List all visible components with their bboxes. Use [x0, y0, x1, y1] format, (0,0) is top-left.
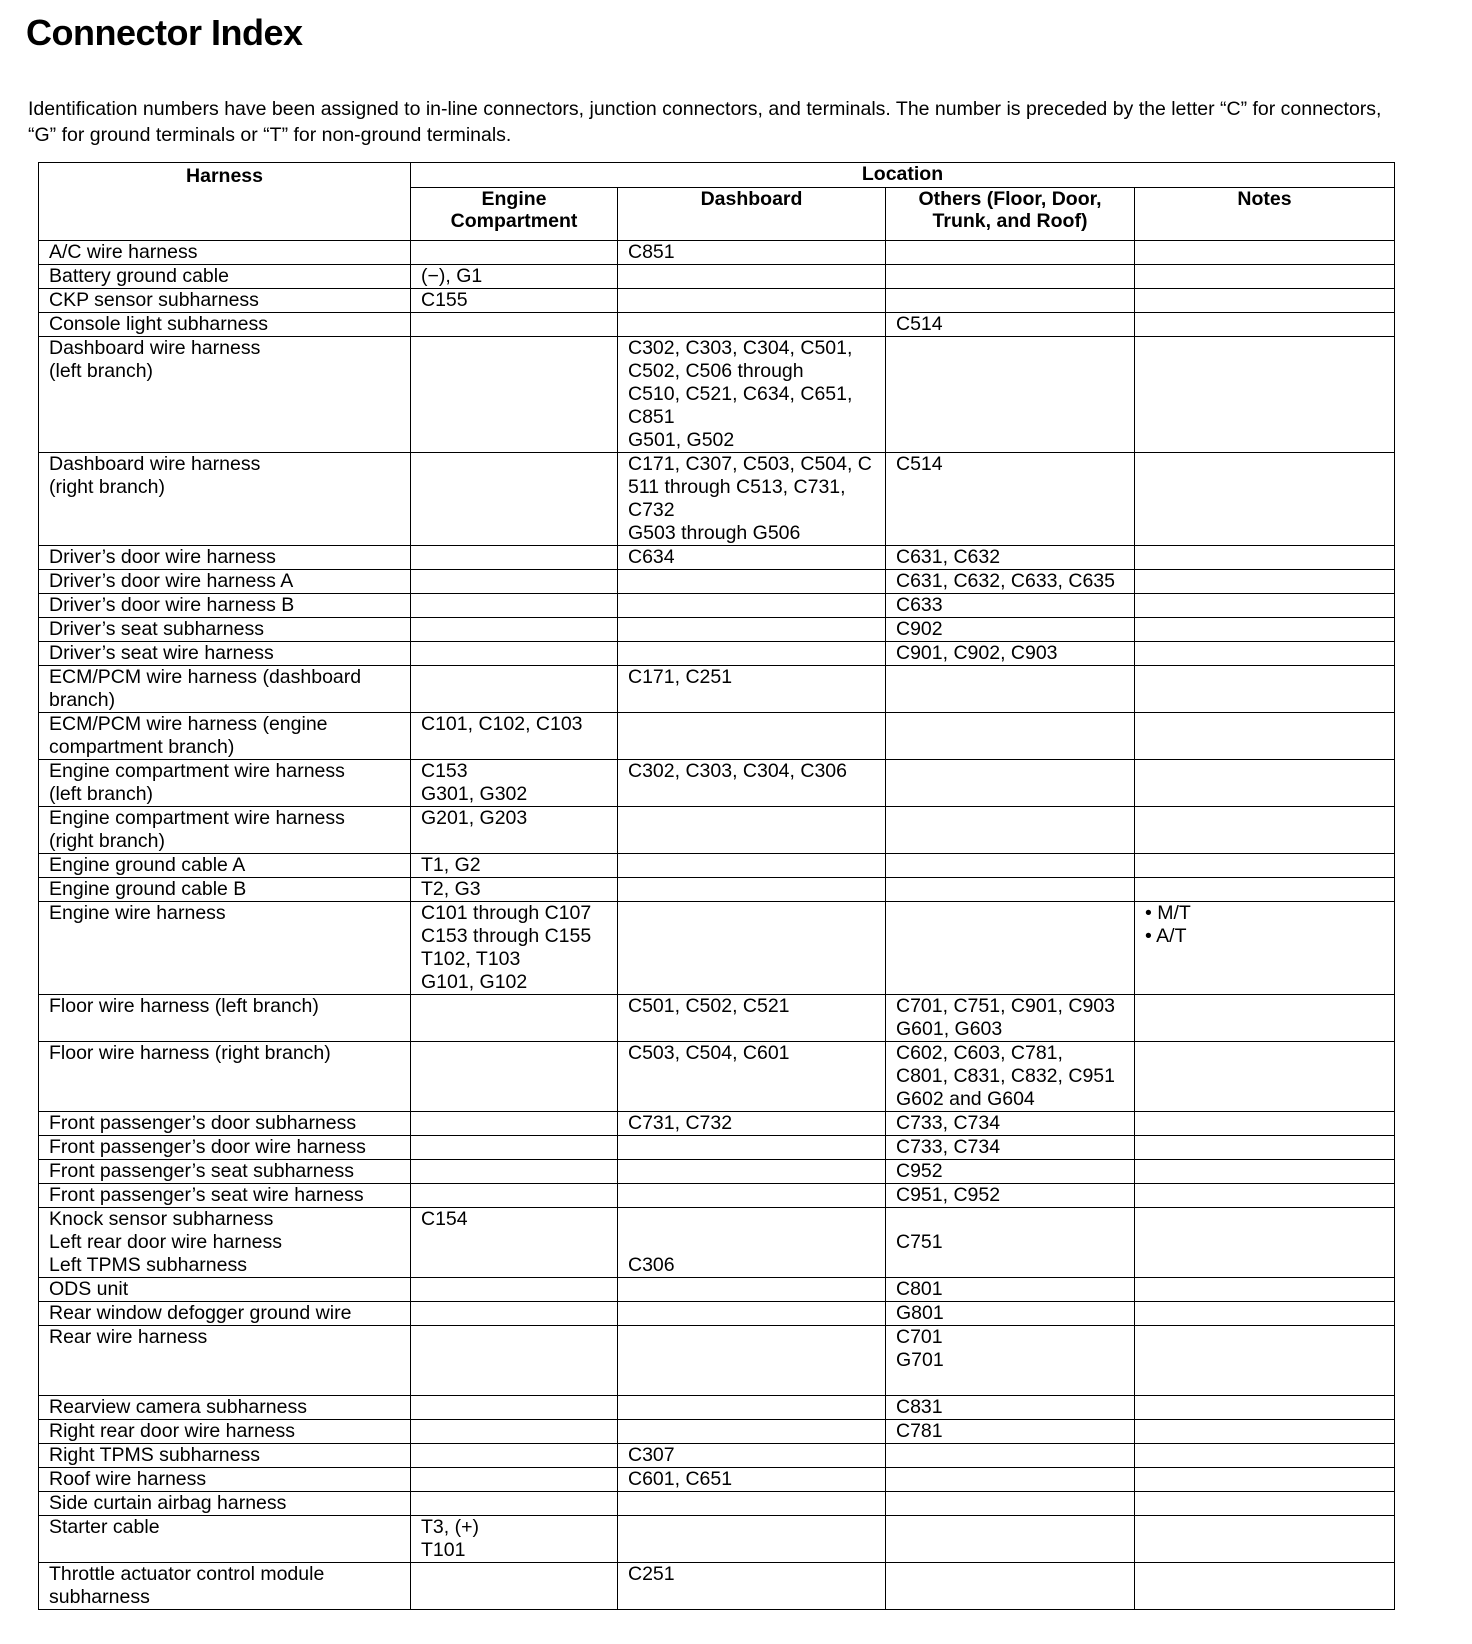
cell-harness: A/C wire harness — [39, 241, 411, 265]
cell-harness: Rear window defogger ground wire — [39, 1302, 411, 1326]
cell-harness: Engine ground cable A — [39, 854, 411, 878]
table-row — [39, 570, 1395, 594]
cell-others: C751 — [886, 1208, 1135, 1278]
cell-dashboard — [618, 1516, 886, 1563]
cell-dashboard: C503, C504, C601 — [618, 1042, 886, 1112]
cell-engine: C153 G301, G302 — [411, 760, 618, 807]
cell-engine — [411, 995, 618, 1042]
cell-harness: Right rear door wire harness — [39, 1420, 411, 1444]
cell-engine — [411, 1396, 618, 1420]
cell-others: C602, C603, C781, C801, C831, C832, C951 G602 and G604 — [886, 1042, 1135, 1112]
header-others: Others (Floor, Door, Trunk, and Roof) — [886, 188, 1135, 241]
table-body — [39, 241, 1395, 1610]
cell-others — [886, 1444, 1135, 1468]
table-row — [39, 1160, 1395, 1184]
cell-notes — [1135, 1208, 1395, 1278]
cell-notes — [1135, 594, 1395, 618]
cell-engine — [411, 594, 618, 618]
cell-others: C514 — [886, 453, 1135, 546]
cell-dashboard — [618, 1160, 886, 1184]
cell-dashboard — [618, 902, 886, 995]
cell-others: C801 — [886, 1278, 1135, 1302]
cell-harness: Rearview camera subharness — [39, 1396, 411, 1420]
cell-engine: C101, C102, C103 — [411, 713, 618, 760]
table-row — [39, 1184, 1395, 1208]
table-row — [39, 1042, 1395, 1112]
cell-engine: T3, (+) T101 — [411, 1516, 618, 1563]
cell-others — [886, 760, 1135, 807]
cell-others — [886, 289, 1135, 313]
cell-harness: ECM/PCM wire harness (engine compartment branch) — [39, 713, 411, 760]
cell-dashboard — [618, 1396, 886, 1420]
cell-dashboard — [618, 313, 886, 337]
cell-notes — [1135, 642, 1395, 666]
cell-dashboard: C171, C307, C503, C504, C 511 through C513, C731, C732 G503 through G506 — [618, 453, 886, 546]
cell-notes — [1135, 1302, 1395, 1326]
table-row — [39, 760, 1395, 807]
cell-harness: Driver’s door wire harness — [39, 546, 411, 570]
cell-engine — [411, 1042, 618, 1112]
cell-others: C633 — [886, 594, 1135, 618]
cell-notes — [1135, 337, 1395, 453]
cell-notes — [1135, 546, 1395, 570]
table-row — [39, 666, 1395, 713]
table-row — [39, 854, 1395, 878]
cell-harness: Right TPMS subharness — [39, 1444, 411, 1468]
cell-dashboard — [618, 854, 886, 878]
table-row — [39, 878, 1395, 902]
table-row — [39, 1136, 1395, 1160]
cell-notes — [1135, 1396, 1395, 1420]
cell-notes — [1135, 1042, 1395, 1112]
connector-index-table — [38, 162, 1395, 1610]
cell-notes — [1135, 313, 1395, 337]
cell-harness: Driver’s seat subharness — [39, 618, 411, 642]
table-row — [39, 1396, 1395, 1420]
cell-others: G801 — [886, 1302, 1135, 1326]
cell-engine: C154 — [411, 1208, 618, 1278]
cell-engine — [411, 1326, 618, 1396]
cell-others: C901, C902, C903 — [886, 642, 1135, 666]
page-title: Connector Index — [26, 12, 303, 53]
cell-notes — [1135, 878, 1395, 902]
cell-dashboard — [618, 642, 886, 666]
cell-harness: Front passenger’s seat subharness — [39, 1160, 411, 1184]
cell-dashboard — [618, 807, 886, 854]
cell-dashboard — [618, 1184, 886, 1208]
header-harness: Harness — [39, 163, 411, 241]
header-dashboard: Dashboard — [618, 188, 886, 241]
table-row — [39, 241, 1395, 265]
cell-engine: G201, G203 — [411, 807, 618, 854]
cell-dashboard — [618, 570, 886, 594]
table-row — [39, 1302, 1395, 1326]
cell-notes — [1135, 713, 1395, 760]
cell-others — [886, 1563, 1135, 1610]
cell-harness: Rear wire harness — [39, 1326, 411, 1396]
cell-harness: Floor wire harness (right branch) — [39, 1042, 411, 1112]
cell-notes — [1135, 570, 1395, 594]
cell-engine — [411, 1302, 618, 1326]
table-row — [39, 1112, 1395, 1136]
cell-others — [886, 265, 1135, 289]
cell-others: C831 — [886, 1396, 1135, 1420]
table-row — [39, 289, 1395, 313]
cell-others — [886, 666, 1135, 713]
cell-engine: C101 through C107 C153 through C155 T102, T103 G101, G102 — [411, 902, 618, 995]
cell-dashboard: C302, C303, C304, C306 — [618, 760, 886, 807]
cell-dashboard — [618, 1492, 886, 1516]
cell-dashboard: C306 — [618, 1208, 886, 1278]
cell-notes — [1135, 1160, 1395, 1184]
cell-harness: Engine wire harness — [39, 902, 411, 995]
cell-notes — [1135, 995, 1395, 1042]
cell-notes — [1135, 618, 1395, 642]
cell-engine — [411, 1160, 618, 1184]
cell-others — [886, 807, 1135, 854]
cell-dashboard — [618, 1278, 886, 1302]
cell-others: C951, C952 — [886, 1184, 1135, 1208]
cell-harness: ODS unit — [39, 1278, 411, 1302]
table-row — [39, 1420, 1395, 1444]
cell-engine — [411, 618, 618, 642]
cell-others — [886, 902, 1135, 995]
header-notes: Notes — [1135, 188, 1395, 241]
table-row — [39, 618, 1395, 642]
cell-harness: Battery ground cable — [39, 265, 411, 289]
table-row — [39, 265, 1395, 289]
cell-harness: Engine ground cable B — [39, 878, 411, 902]
cell-dashboard — [618, 594, 886, 618]
table-row — [39, 807, 1395, 854]
table-row — [39, 1563, 1395, 1610]
cell-engine — [411, 1492, 618, 1516]
cell-engine — [411, 453, 618, 546]
table-row — [39, 337, 1395, 453]
cell-dashboard: C731, C732 — [618, 1112, 886, 1136]
cell-others: C902 — [886, 618, 1135, 642]
cell-engine — [411, 1420, 618, 1444]
cell-notes — [1135, 1136, 1395, 1160]
cell-harness: Front passenger’s seat wire harness — [39, 1184, 411, 1208]
cell-notes — [1135, 1516, 1395, 1563]
cell-notes — [1135, 265, 1395, 289]
cell-others — [886, 854, 1135, 878]
cell-engine: C155 — [411, 289, 618, 313]
cell-dashboard — [618, 618, 886, 642]
cell-notes — [1135, 1326, 1395, 1396]
table-row — [39, 1326, 1395, 1396]
cell-others: C781 — [886, 1420, 1135, 1444]
cell-others: C514 — [886, 313, 1135, 337]
table-row — [39, 1468, 1395, 1492]
cell-others: C733, C734 — [886, 1112, 1135, 1136]
cell-dashboard — [618, 1420, 886, 1444]
cell-harness: Driver’s seat wire harness — [39, 642, 411, 666]
cell-harness: Starter cable — [39, 1516, 411, 1563]
cell-dashboard: C851 — [618, 241, 886, 265]
cell-others — [886, 713, 1135, 760]
table-row — [39, 1208, 1395, 1278]
cell-others: C701 G701 — [886, 1326, 1135, 1396]
cell-others — [886, 241, 1135, 265]
cell-engine: T2, G3 — [411, 878, 618, 902]
cell-notes — [1135, 1563, 1395, 1610]
table-row — [39, 902, 1395, 995]
table-row — [39, 642, 1395, 666]
cell-engine — [411, 241, 618, 265]
cell-dashboard: C601, C651 — [618, 1468, 886, 1492]
cell-harness: Floor wire harness (left branch) — [39, 995, 411, 1042]
table-row — [39, 1492, 1395, 1516]
cell-engine — [411, 1112, 618, 1136]
cell-harness: Roof wire harness — [39, 1468, 411, 1492]
table-row — [39, 1516, 1395, 1563]
cell-others — [886, 1516, 1135, 1563]
cell-harness: Front passenger’s door subharness — [39, 1112, 411, 1136]
cell-dashboard — [618, 289, 886, 313]
table-row — [39, 1278, 1395, 1302]
table-row — [39, 313, 1395, 337]
cell-notes — [1135, 1468, 1395, 1492]
cell-notes — [1135, 1492, 1395, 1516]
cell-harness: Dashboard wire harness (right branch) — [39, 453, 411, 546]
cell-others — [886, 337, 1135, 453]
cell-notes — [1135, 289, 1395, 313]
cell-engine — [411, 337, 618, 453]
header-engine-compartment: Engine Compartment — [411, 188, 618, 241]
cell-others — [886, 878, 1135, 902]
cell-harness: Throttle actuator control module subharness — [39, 1563, 411, 1610]
cell-engine: T1, G2 — [411, 854, 618, 878]
cell-others: C733, C734 — [886, 1136, 1135, 1160]
cell-others: C631, C632 — [886, 546, 1135, 570]
cell-harness: Dashboard wire harness (left branch) — [39, 337, 411, 453]
cell-harness: Side curtain airbag harness — [39, 1492, 411, 1516]
cell-dashboard — [618, 713, 886, 760]
cell-harness: CKP sensor subharness — [39, 289, 411, 313]
cell-engine — [411, 642, 618, 666]
table-row — [39, 453, 1395, 546]
cell-dashboard — [618, 878, 886, 902]
cell-engine — [411, 570, 618, 594]
table-row — [39, 594, 1395, 618]
table-row — [39, 546, 1395, 570]
cell-notes — [1135, 854, 1395, 878]
table-row — [39, 995, 1395, 1042]
intro-paragraph: Identification numbers have been assigned to in-line connectors, junction connectors, and terminals. The number is preceded by the letter “C” for connectors, “G” for ground terminals or “T” for non-ground terminals. — [28, 98, 1382, 146]
cell-engine: (−), G1 — [411, 265, 618, 289]
table-row — [39, 1444, 1395, 1468]
cell-dashboard: C171, C251 — [618, 666, 886, 713]
cell-engine — [411, 1563, 618, 1610]
cell-engine — [411, 1184, 618, 1208]
cell-notes — [1135, 760, 1395, 807]
cell-engine — [411, 313, 618, 337]
cell-dashboard: C307 — [618, 1444, 886, 1468]
cell-harness: Knock sensor subharness Left rear door wire harness Left TPMS subharness — [39, 1208, 411, 1278]
cell-notes — [1135, 666, 1395, 713]
cell-others: C952 — [886, 1160, 1135, 1184]
cell-notes — [1135, 1184, 1395, 1208]
table-row — [39, 713, 1395, 760]
cell-notes — [1135, 1420, 1395, 1444]
cell-notes: • M/T • A/T — [1135, 902, 1395, 995]
header-location: Location — [411, 163, 1395, 188]
cell-engine — [411, 1444, 618, 1468]
cell-dashboard: C251 — [618, 1563, 886, 1610]
cell-notes — [1135, 807, 1395, 854]
cell-others — [886, 1468, 1135, 1492]
cell-harness: Front passenger’s door wire harness — [39, 1136, 411, 1160]
cell-notes — [1135, 1444, 1395, 1468]
cell-dashboard: C501, C502, C521 — [618, 995, 886, 1042]
cell-notes — [1135, 1112, 1395, 1136]
cell-dashboard — [618, 1136, 886, 1160]
cell-harness: Driver’s door wire harness B — [39, 594, 411, 618]
cell-notes — [1135, 1278, 1395, 1302]
cell-harness: Engine compartment wire harness (left branch) — [39, 760, 411, 807]
cell-harness: Engine compartment wire harness (right branch) — [39, 807, 411, 854]
cell-others: C701, C751, C901, C903 G601, G603 — [886, 995, 1135, 1042]
cell-others — [886, 1492, 1135, 1516]
cell-engine — [411, 1278, 618, 1302]
cell-engine — [411, 546, 618, 570]
cell-dashboard — [618, 265, 886, 289]
cell-harness: Driver’s door wire harness A — [39, 570, 411, 594]
cell-dashboard: C634 — [618, 546, 886, 570]
cell-others: C631, C632, C633, C635 — [886, 570, 1135, 594]
cell-engine — [411, 1136, 618, 1160]
cell-engine — [411, 666, 618, 713]
cell-notes — [1135, 453, 1395, 546]
cell-engine — [411, 1468, 618, 1492]
cell-dashboard — [618, 1302, 886, 1326]
cell-dashboard: C302, C303, C304, C501, C502, C506 through C510, C521, C634, C651, C851 G501, G502 — [618, 337, 886, 453]
cell-harness: Console light subharness — [39, 313, 411, 337]
cell-dashboard — [618, 1326, 886, 1396]
cell-notes — [1135, 241, 1395, 265]
cell-harness: ECM/PCM wire harness (dashboard branch) — [39, 666, 411, 713]
